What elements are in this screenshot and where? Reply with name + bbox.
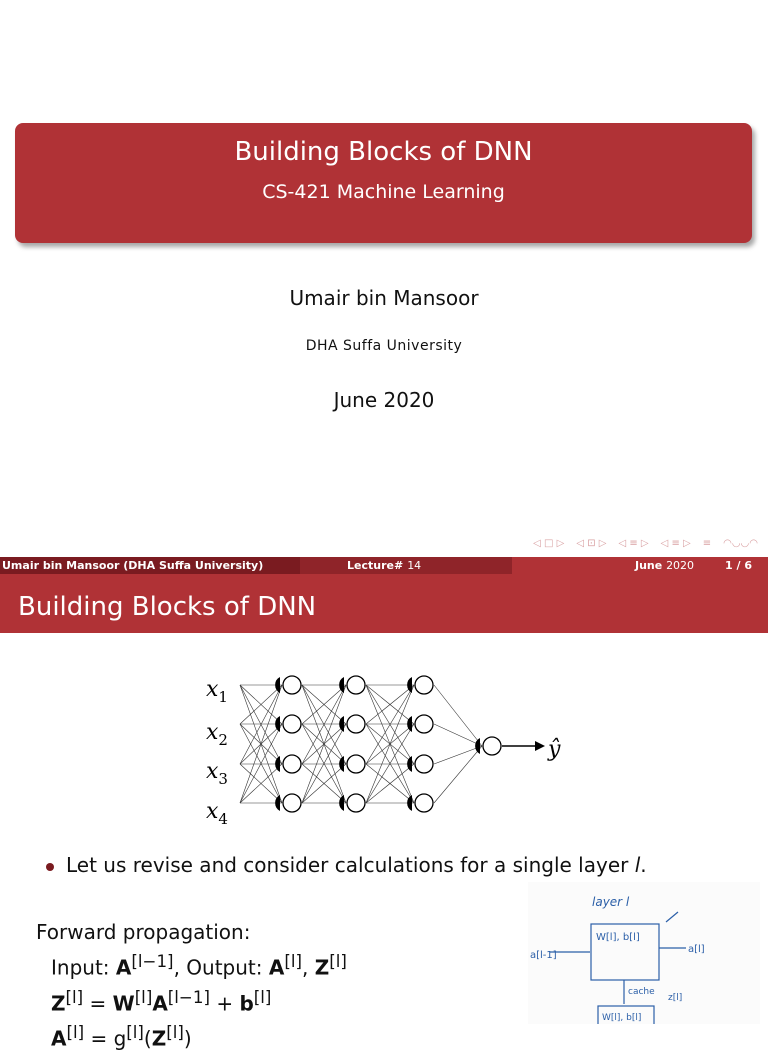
- io-input-sup: [l−1]: [131, 952, 174, 971]
- node-circle: [283, 715, 301, 733]
- footer-page-number: 1 / 6: [725, 559, 752, 572]
- forward-prop-block: [36, 918, 347, 1054]
- eq1-z-sup: [l]: [65, 987, 84, 1007]
- nav-search-icon[interactable]: ◠◡◡◠: [723, 538, 758, 549]
- input-x2-sub: 2: [218, 731, 228, 749]
- network-node: [475, 737, 501, 755]
- network-edge: [434, 724, 482, 746]
- io-output-label: , Output:: [173, 955, 263, 980]
- io-input-var: A: [115, 955, 132, 980]
- network-node: [275, 715, 301, 733]
- footer-lecture-number: 14: [407, 559, 422, 572]
- network-node: [339, 794, 365, 812]
- title-banner: [15, 123, 752, 243]
- network-node: [275, 794, 301, 812]
- network-edge: [434, 685, 482, 746]
- input-x2-base: x: [206, 720, 219, 745]
- footer-lecture: [300, 557, 512, 574]
- node-activation-mark: [475, 738, 480, 754]
- io-output-z: Z: [314, 955, 330, 980]
- sketch-input-label: a[l-1]: [530, 950, 557, 961]
- footer-date: [635, 557, 694, 574]
- input-x2: [206, 720, 228, 749]
- beamer-nav-bar: [533, 538, 758, 549]
- node-circle: [347, 755, 365, 773]
- network-node: [407, 676, 433, 694]
- sketch-cache-label: cache: [628, 987, 655, 997]
- slide-subtitle: CS-421 Machine Learning: [262, 181, 505, 203]
- eq1-w: W: [112, 991, 135, 1016]
- eq1-b: b: [239, 991, 254, 1016]
- bullet-dot: [46, 863, 54, 871]
- eq1-w-sup: [l]: [134, 987, 153, 1007]
- io-output-a-sup: [l]: [284, 952, 302, 971]
- eq2-close: ): [183, 1026, 192, 1051]
- node-activation-mark: [407, 795, 412, 811]
- io-output-z-sup: [l]: [329, 952, 347, 971]
- network-node: [339, 755, 365, 773]
- io-input-label: Input:: [51, 955, 110, 980]
- bullet-var: l: [634, 853, 641, 877]
- node-circle: [347, 794, 365, 812]
- eq2-z-sup: [l]: [166, 1023, 184, 1043]
- bullet-item: [46, 853, 647, 877]
- network-node: [275, 755, 301, 773]
- footer-lecture-label: Lecture#: [347, 559, 404, 572]
- sketch-box-label: W[l], b[l]: [596, 932, 640, 943]
- eq2-a: A: [51, 1026, 67, 1051]
- input-x1: [206, 677, 228, 706]
- nav-align-icon[interactable]: ≡: [702, 538, 712, 549]
- eq1-eq: =: [83, 991, 113, 1016]
- eq2-open: (: [143, 1026, 152, 1051]
- node-circle: [415, 755, 433, 773]
- node-circle: [415, 676, 433, 694]
- input-x4-base: x: [206, 799, 219, 824]
- sketch-layer-label: layer l: [592, 895, 630, 909]
- footer-year: 2020: [666, 559, 695, 572]
- network-node: [339, 715, 365, 733]
- nav-subsection-icon[interactable]: ◁ ⊡ ▷: [576, 538, 607, 549]
- neural-network-diagram: [200, 666, 570, 836]
- date: June 2020: [333, 388, 435, 412]
- network-node: [407, 755, 433, 773]
- slide-footer: [0, 557, 768, 574]
- footer-month: June: [635, 559, 663, 572]
- nav-doc-icon[interactable]: ◁ ≡ ▷: [660, 538, 691, 549]
- author: Umair bin Mansoor: [289, 286, 479, 310]
- footer-date-page: [512, 557, 768, 574]
- io-comma: ,: [301, 955, 309, 980]
- network-node: [339, 676, 365, 694]
- slide2-title: Building Blocks of DNN: [0, 574, 768, 633]
- sketch-box2-label: W[l], b[l]: [602, 1013, 642, 1023]
- node-activation-mark: [407, 677, 412, 693]
- eq2-a-sup: [l]: [66, 1023, 85, 1043]
- network-node: [275, 676, 301, 694]
- eq1-z: Z: [51, 991, 66, 1016]
- sketch-output-label: a[l]: [688, 944, 705, 955]
- eq2-eq: = g: [84, 1026, 127, 1051]
- input-x3: [206, 759, 228, 788]
- equation-z: [36, 983, 347, 1019]
- eq1-a: A: [152, 991, 168, 1016]
- sketch-arrow-in: [666, 912, 678, 922]
- sketch-z-label: z[l]: [668, 993, 683, 1003]
- input-x3-base: x: [206, 759, 219, 784]
- input-x1-sub: 1: [218, 688, 228, 706]
- network-edge: [434, 746, 482, 803]
- eq1-a-sup: [l−1]: [167, 987, 210, 1007]
- bullet-end: .: [640, 853, 647, 877]
- forward-heading: Forward propagation:: [36, 920, 251, 944]
- io-output-a: A: [268, 955, 285, 980]
- layer-sketch: [528, 882, 760, 1024]
- footer-author: Umair bin Mansoor (DHA Suffa University): [0, 557, 300, 574]
- node-circle: [283, 676, 301, 694]
- eq1-b-sup: [l]: [253, 987, 272, 1007]
- output-y-hat: ŷ: [548, 737, 561, 762]
- node-circle: [283, 755, 301, 773]
- input-x4-sub: 4: [218, 810, 228, 828]
- eq2-g-sup: [l]: [126, 1023, 144, 1043]
- network-node: [407, 715, 433, 733]
- input-x4: [206, 799, 228, 828]
- institute: DHA Suffa University: [305, 338, 463, 354]
- io-line: [36, 947, 347, 983]
- network-node: [407, 794, 433, 812]
- slide-title: Building Blocks of DNN: [234, 137, 533, 167]
- node-circle: [347, 715, 365, 733]
- node-circle: [483, 737, 501, 755]
- node-activation-mark: [407, 716, 412, 732]
- input-x3-sub: 3: [218, 770, 228, 788]
- input-x1-base: x: [206, 677, 219, 702]
- eq1-plus: +: [209, 991, 240, 1016]
- output-arrow-head: [535, 741, 545, 751]
- nav-section-icon[interactable]: ◁ ≡ ▷: [618, 538, 649, 549]
- node-circle: [283, 794, 301, 812]
- node-circle: [415, 715, 433, 733]
- nav-frame-icon[interactable]: ◁ □ ▷: [533, 538, 565, 549]
- node-activation-mark: [407, 756, 412, 772]
- node-circle: [347, 676, 365, 694]
- node-circle: [415, 794, 433, 812]
- bullet-text: Let us revise and consider calculations for a single layer: [66, 853, 629, 877]
- eq2-z: Z: [151, 1026, 167, 1051]
